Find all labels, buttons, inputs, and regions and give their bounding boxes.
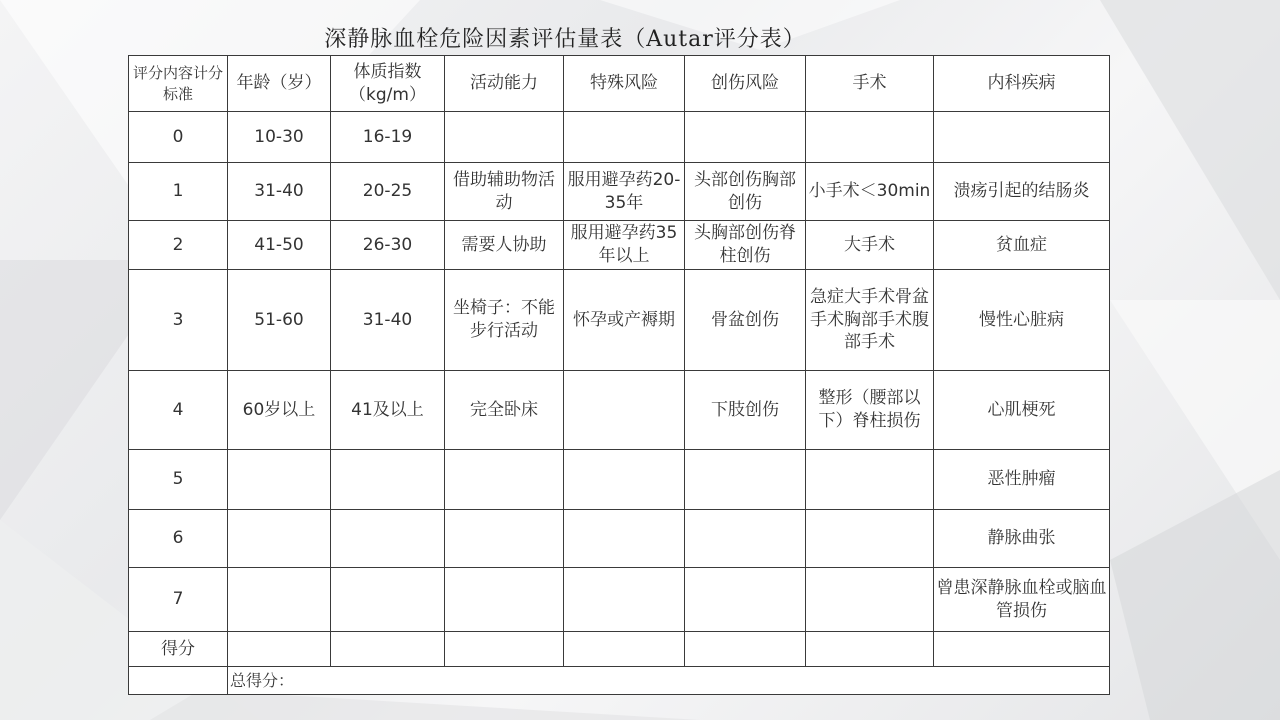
header-activity: 活动能力 — [445, 56, 564, 112]
age-cell — [228, 568, 331, 632]
bmi-cell: 31-40 — [331, 270, 445, 371]
autar-score-table — [128, 55, 1110, 695]
header-bmi-line2: （kg/m） — [349, 84, 426, 105]
table-row — [129, 568, 1110, 632]
activity-score-cell — [445, 632, 564, 667]
medical-cell: 贫血症 — [934, 221, 1110, 270]
bmi-cell — [331, 568, 445, 632]
surgery-cell — [806, 112, 934, 163]
special-risk-score-cell — [564, 632, 685, 667]
bmi-cell: 26-30 — [331, 221, 445, 270]
table-row — [129, 270, 1110, 371]
header-bmi — [331, 56, 445, 112]
age-cell: 41-50 — [228, 221, 331, 270]
trauma-risk-cell: 头部创伤胸部创伤 — [685, 163, 806, 221]
special-risk-cell — [564, 450, 685, 510]
bmi-score-cell — [331, 632, 445, 667]
bmi-cell — [331, 450, 445, 510]
bmi-cell — [331, 510, 445, 568]
table-row — [129, 450, 1110, 510]
activity-cell — [445, 112, 564, 163]
score-cell: 5 — [129, 450, 228, 510]
header-trauma-risk: 创伤风险 — [685, 56, 806, 112]
medical-cell: 恶性肿瘤 — [934, 450, 1110, 510]
table-row — [129, 371, 1110, 450]
header-special-risk: 特殊风险 — [564, 56, 685, 112]
activity-cell: 坐椅子：不能步行活动 — [445, 270, 564, 371]
medical-cell: 静脉曲张 — [934, 510, 1110, 568]
medical-cell: 心肌梗死 — [934, 371, 1110, 450]
medical-score-cell — [934, 632, 1110, 667]
medical-cell: 溃疡引起的结肠炎 — [934, 163, 1110, 221]
surgery-cell: 小手术＜30min — [806, 163, 934, 221]
bmi-cell: 41及以上 — [331, 371, 445, 450]
special-risk-cell: 服用避孕药20-35年 — [564, 163, 685, 221]
bmi-cell: 16-19 — [331, 112, 445, 163]
header-row — [129, 56, 1110, 112]
special-risk-cell — [564, 510, 685, 568]
header-medical-disease: 内科疾病 — [934, 56, 1110, 112]
activity-cell: 需要人协助 — [445, 221, 564, 270]
bmi-cell: 20-25 — [331, 163, 445, 221]
trauma-risk-score-cell — [685, 632, 806, 667]
age-score-cell — [228, 632, 331, 667]
special-risk-cell — [564, 112, 685, 163]
activity-cell: 完全卧床 — [445, 371, 564, 450]
header-age: 年龄（岁） — [228, 56, 331, 112]
age-cell — [228, 510, 331, 568]
score-cell: 7 — [129, 568, 228, 632]
surgery-cell — [806, 510, 934, 568]
activity-cell: 借助辅助物活动 — [445, 163, 564, 221]
table-row — [129, 510, 1110, 568]
table-row — [129, 221, 1110, 270]
page-title: 深静脉血栓危险因素评估量表（Autar评分表） — [324, 27, 806, 52]
age-cell: 51-60 — [228, 270, 331, 371]
surgery-cell — [806, 450, 934, 510]
trauma-risk-cell: 头胸部创伤脊柱创伤 — [685, 221, 806, 270]
surgery-cell: 大手术 — [806, 221, 934, 270]
score-row — [129, 632, 1110, 667]
surgery-cell — [806, 568, 934, 632]
table-row — [129, 163, 1110, 221]
activity-cell — [445, 450, 564, 510]
medical-cell: 曾患深静脉血栓或脑血管损伤 — [934, 568, 1110, 632]
trauma-risk-cell: 骨盆创伤 — [685, 270, 806, 371]
score-cell: 3 — [129, 270, 228, 371]
surgery-cell: 急症大手术骨盆手术胸部手术腹部手术 — [806, 270, 934, 371]
score-row-label: 得分 — [129, 632, 228, 667]
trauma-risk-cell — [685, 510, 806, 568]
score-cell: 1 — [129, 163, 228, 221]
score-cell: 2 — [129, 221, 228, 270]
trauma-risk-cell — [685, 112, 806, 163]
activity-cell — [445, 510, 564, 568]
total-row-spacer — [129, 667, 228, 695]
trauma-risk-cell — [685, 568, 806, 632]
special-risk-cell — [564, 568, 685, 632]
medical-cell: 慢性心脏病 — [934, 270, 1110, 371]
total-row — [129, 667, 1110, 695]
age-cell — [228, 450, 331, 510]
medical-cell — [934, 112, 1110, 163]
age-cell: 31-40 — [228, 163, 331, 221]
special-risk-cell: 服用避孕药35年以上 — [564, 221, 685, 270]
activity-cell — [445, 568, 564, 632]
header-surgery: 手术 — [806, 56, 934, 112]
special-risk-cell: 怀孕或产褥期 — [564, 270, 685, 371]
special-risk-cell — [564, 371, 685, 450]
table-row — [129, 112, 1110, 163]
header-corner: 评分内容计分标准 — [129, 56, 228, 112]
total-score-label: 总得分： — [228, 667, 1110, 695]
header-bmi-line1: 体质指数 — [353, 61, 422, 82]
score-cell: 6 — [129, 510, 228, 568]
trauma-risk-cell: 下肢创伤 — [685, 371, 806, 450]
score-cell: 4 — [129, 371, 228, 450]
score-cell: 0 — [129, 112, 228, 163]
trauma-risk-cell — [685, 450, 806, 510]
surgery-cell: 整形（腰部以下）脊柱损伤 — [806, 371, 934, 450]
surgery-score-cell — [806, 632, 934, 667]
age-cell: 60岁以上 — [228, 371, 331, 450]
age-cell: 10-30 — [228, 112, 331, 163]
